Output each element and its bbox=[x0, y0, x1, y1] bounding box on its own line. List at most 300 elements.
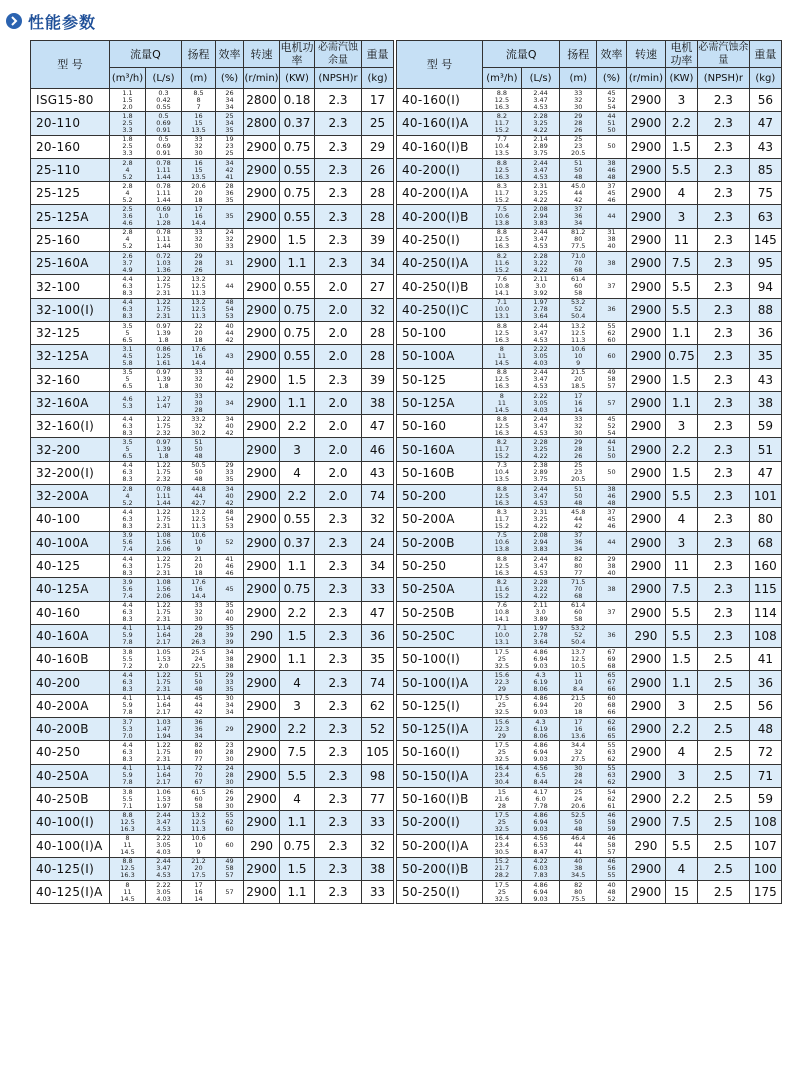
table-row bbox=[397, 881, 782, 904]
cell-npsh: 2.3 bbox=[698, 391, 750, 414]
col-weight-unit: (kg) bbox=[362, 68, 394, 89]
cell-flow-ls: 2.44 3.47 4.53 bbox=[146, 857, 182, 880]
cell-weight: 94 bbox=[749, 275, 781, 298]
cell-flow-ls: 2.44 3.47 4.53 bbox=[521, 158, 560, 181]
cell-power: 1.1 bbox=[665, 321, 697, 344]
cell-npsh: 2.5 bbox=[698, 834, 750, 857]
cell-speed: 2900 bbox=[244, 694, 280, 717]
cell-weight: 56 bbox=[749, 89, 781, 112]
cell-npsh: 2.5 bbox=[698, 857, 750, 880]
cell-eff: 44 51 50 bbox=[597, 112, 627, 135]
cell-eff: 24 28 30 bbox=[216, 764, 244, 787]
cell-weight: 25 bbox=[362, 112, 394, 135]
cell-flow-ls: 4.22 6.03 7.83 bbox=[521, 857, 560, 880]
cell-power: 11 bbox=[665, 554, 697, 577]
cell-npsh: 2.5 bbox=[698, 764, 750, 787]
cell-power: 2.2 bbox=[665, 112, 697, 135]
cell-flow-ls: 1.22 1.75 2.32 bbox=[146, 461, 182, 484]
cell-model: 40-125(I) bbox=[31, 857, 110, 880]
cell-power: 5.5 bbox=[665, 485, 697, 508]
cell-model: 50-160(I)B bbox=[397, 787, 483, 810]
col-power-unit: (KW) bbox=[665, 68, 697, 89]
cell-weight: 32 bbox=[362, 508, 394, 531]
table-row bbox=[397, 578, 782, 601]
cell-flow-ls: 1.22 1.75 2.31 bbox=[146, 275, 182, 298]
cell-weight: 101 bbox=[749, 485, 781, 508]
cell-flow-ls: 0.97 1.39 1.8 bbox=[146, 321, 182, 344]
cell-eff: 19 23 25 bbox=[216, 135, 244, 158]
cell-power: 1.1 bbox=[280, 881, 315, 904]
col-power: 电机功率 bbox=[665, 41, 697, 68]
cell-power: 0.55 bbox=[280, 345, 315, 368]
cell-weight: 34 bbox=[362, 252, 394, 275]
cell-flow-m3h: 15.6 22.3 29 bbox=[483, 671, 522, 694]
cell-head: 52.5 50 48 bbox=[560, 811, 597, 834]
col-model: 型 号 bbox=[31, 41, 110, 89]
table-row bbox=[397, 415, 782, 438]
cell-power: 2.2 bbox=[665, 787, 697, 810]
cell-flow-ls: 4.56 6.5 8.44 bbox=[521, 764, 560, 787]
cell-power: 3 bbox=[280, 438, 315, 461]
cell-flow-ls: 2.28 3.22 4.22 bbox=[521, 578, 560, 601]
col-weight: 重量 bbox=[362, 41, 394, 68]
cell-npsh: 2.3 bbox=[315, 182, 362, 205]
cell-eff: 34 38 38 bbox=[216, 648, 244, 671]
table-row bbox=[31, 648, 394, 671]
cell-weight: 100 bbox=[749, 857, 781, 880]
cell-head: 21.5 20 18 bbox=[560, 694, 597, 717]
cell-head: 17.6 16 14.4 bbox=[182, 345, 216, 368]
cell-flow-ls: 4.56 6.53 8.47 bbox=[521, 834, 560, 857]
cell-head: 17 16 14 bbox=[560, 391, 597, 414]
table-body-right bbox=[397, 89, 782, 904]
cell-model: 40-160A bbox=[31, 624, 110, 647]
cell-flow-m3h: 15.2 21.7 28.2 bbox=[483, 857, 522, 880]
cell-power: 5.5 bbox=[665, 601, 697, 624]
cell-npsh: 2.3 bbox=[698, 321, 750, 344]
cell-flow-m3h: 8.2 11.6 15.2 bbox=[483, 252, 522, 275]
cell-speed: 2900 bbox=[627, 485, 666, 508]
cell-weight: 48 bbox=[749, 718, 781, 741]
cell-weight: 35 bbox=[749, 345, 781, 368]
cell-model: 40-100(I)A bbox=[31, 834, 110, 857]
cell-speed: 290 bbox=[244, 834, 280, 857]
table-row bbox=[397, 485, 782, 508]
cell-flow-ls: 1.14 1.64 2.17 bbox=[146, 764, 182, 787]
cell-head: 29 28 26 bbox=[560, 438, 597, 461]
cell-speed: 2900 bbox=[244, 205, 280, 228]
cell-weight: 77 bbox=[362, 787, 394, 810]
cell-eff: 36 bbox=[597, 624, 627, 647]
cell-flow-ls: 4.3 6.19 8.06 bbox=[521, 718, 560, 741]
cell-flow-ls: 0.69 1.0 1.28 bbox=[146, 205, 182, 228]
cell-speed: 2900 bbox=[627, 298, 666, 321]
cell-flow-m3h: 2.6 3.7 4.9 bbox=[110, 252, 146, 275]
cell-eff: 46 58 57 bbox=[597, 834, 627, 857]
cell-flow-m3h: 4.4 6.3 8.3 bbox=[110, 275, 146, 298]
cell-power: 0.55 bbox=[280, 275, 315, 298]
cell-speed: 2900 bbox=[627, 857, 666, 880]
cell-npsh: 2.3 bbox=[315, 624, 362, 647]
cell-npsh: 2.3 bbox=[315, 811, 362, 834]
table-row bbox=[31, 811, 394, 834]
table-row bbox=[31, 438, 394, 461]
cell-npsh: 2.3 bbox=[698, 438, 750, 461]
cell-flow-ls: 2.44 3.47 4.53 bbox=[521, 89, 560, 112]
cell-npsh: 2.3 bbox=[698, 601, 750, 624]
cell-flow-m3h: 8.8 12.5 16.3 bbox=[483, 368, 522, 391]
cell-flow-ls: 2.08 2.94 3.83 bbox=[521, 205, 560, 228]
cell-npsh: 2.3 bbox=[698, 415, 750, 438]
cell-eff: 35 39 39 bbox=[216, 624, 244, 647]
cell-power: 3 bbox=[665, 415, 697, 438]
cell-head: 8.5 8 7 bbox=[182, 89, 216, 112]
cell-speed: 2900 bbox=[244, 252, 280, 275]
cell-flow-m3h: 4.6 5.3 bbox=[110, 391, 146, 414]
cell-weight: 33 bbox=[362, 881, 394, 904]
cell-flow-ls: 2.11 3.0 3.92 bbox=[521, 275, 560, 298]
cell-power: 1.5 bbox=[665, 461, 697, 484]
cell-power: 7.5 bbox=[665, 578, 697, 601]
cell-flow-m3h: 8 11 14.5 bbox=[483, 391, 522, 414]
cell-head: 72 70 67 bbox=[182, 764, 216, 787]
cell-eff: 57 bbox=[597, 391, 627, 414]
cell-head: 17 16 14.4 bbox=[182, 205, 216, 228]
cell-npsh: 2.3 bbox=[315, 135, 362, 158]
table-row bbox=[397, 624, 782, 647]
cell-weight: 74 bbox=[362, 671, 394, 694]
cell-model: 40-125A bbox=[31, 578, 110, 601]
cell-power: 0.75 bbox=[665, 345, 697, 368]
cell-speed: 2900 bbox=[627, 112, 666, 135]
table-row bbox=[31, 205, 394, 228]
cell-eff: 28 36 35 bbox=[216, 182, 244, 205]
col-flow-m3h: (m³/h) bbox=[483, 68, 522, 89]
table-row bbox=[31, 321, 394, 344]
cell-eff: 60 68 66 bbox=[597, 694, 627, 717]
cell-power: 1.5 bbox=[280, 228, 315, 251]
cell-head: 21.5 20 18.5 bbox=[560, 368, 597, 391]
cell-power: 3 bbox=[665, 694, 697, 717]
cell-eff: 44 51 50 bbox=[597, 438, 627, 461]
cell-npsh: 2.3 bbox=[315, 694, 362, 717]
cell-eff: 65 67 66 bbox=[597, 671, 627, 694]
table-row bbox=[31, 275, 394, 298]
col-weight: 重量 bbox=[749, 41, 781, 68]
cell-model: 32-125 bbox=[31, 321, 110, 344]
table-row bbox=[31, 857, 394, 880]
table-row bbox=[397, 811, 782, 834]
table-row bbox=[397, 601, 782, 624]
cell-flow-m3h: 8.8 12.5 16.3 bbox=[483, 228, 522, 251]
cell-head: 81.2 80 77.5 bbox=[560, 228, 597, 251]
cell-head: 50.5 50 48 bbox=[182, 461, 216, 484]
cell-head: 17 16 14 bbox=[182, 881, 216, 904]
cell-head: 13.2 12.5 11.3 bbox=[182, 811, 216, 834]
cell-model: 50-100(I)A bbox=[397, 671, 483, 694]
cell-flow-m3h: 4.4 6.3 8.3 bbox=[110, 508, 146, 531]
col-head-unit: (m) bbox=[182, 68, 216, 89]
cell-eff: 60 bbox=[597, 345, 627, 368]
cell-speed: 2900 bbox=[244, 135, 280, 158]
col-flow-m3h: (m³/h) bbox=[110, 68, 146, 89]
table-row bbox=[397, 438, 782, 461]
cell-power: 0.75 bbox=[280, 578, 315, 601]
cell-head: 33 32 30 bbox=[182, 135, 216, 158]
cell-power: 7.5 bbox=[665, 252, 697, 275]
cell-eff: 37 45 46 bbox=[597, 508, 627, 531]
cell-speed: 2900 bbox=[627, 578, 666, 601]
cell-flow-ls: 1.97 2.78 3.64 bbox=[521, 624, 560, 647]
table-row bbox=[397, 764, 782, 787]
cell-eff: 46 58 59 bbox=[597, 811, 627, 834]
cell-flow-m3h: 4.1 5.9 7.8 bbox=[110, 624, 146, 647]
cell-eff: 37 bbox=[597, 275, 627, 298]
cell-flow-m3h: 2.8 4 5.2 bbox=[110, 485, 146, 508]
cell-weight: 43 bbox=[362, 461, 394, 484]
table-row bbox=[397, 89, 782, 112]
cell-flow-ls: 2.22 3.05 4.03 bbox=[146, 834, 182, 857]
cell-model: 25-160A bbox=[31, 252, 110, 275]
cell-power: 5.5 bbox=[665, 298, 697, 321]
cell-npsh: 2.3 bbox=[698, 275, 750, 298]
cell-weight: 108 bbox=[749, 624, 781, 647]
cell-weight: 46 bbox=[362, 438, 394, 461]
cell-speed: 2900 bbox=[627, 461, 666, 484]
cell-flow-ls: 1.22 1.75 2.31 bbox=[146, 601, 182, 624]
cell-eff: 26 34 34 bbox=[216, 89, 244, 112]
cell-power: 15 bbox=[665, 881, 697, 904]
cell-npsh: 2.0 bbox=[315, 438, 362, 461]
cell-eff: 29 33 35 bbox=[216, 671, 244, 694]
cell-model: 40-160B bbox=[31, 648, 110, 671]
table-row bbox=[31, 89, 394, 112]
cell-eff: 35 40 40 bbox=[216, 601, 244, 624]
cell-head: 33.2 32 30.2 bbox=[182, 415, 216, 438]
cell-npsh: 2.3 bbox=[315, 368, 362, 391]
cell-npsh: 2.3 bbox=[698, 112, 750, 135]
cell-npsh: 2.5 bbox=[698, 811, 750, 834]
cell-power: 1.1 bbox=[665, 671, 697, 694]
cell-speed: 2900 bbox=[627, 648, 666, 671]
col-eff: 效率 bbox=[597, 41, 627, 68]
cell-flow-m3h: 15 21.6 28 bbox=[483, 787, 522, 810]
table-row bbox=[397, 252, 782, 275]
cell-eff: 34 40 42 bbox=[216, 485, 244, 508]
cell-model: 40-250A bbox=[31, 764, 110, 787]
cell-flow-ls: 0.78 1.11 1.44 bbox=[146, 485, 182, 508]
cell-flow-ls: 2.22 3.05 4.03 bbox=[521, 345, 560, 368]
cell-head: 25.5 24 22.5 bbox=[182, 648, 216, 671]
cell-model: 50-100(I) bbox=[397, 648, 483, 671]
cell-npsh: 2.3 bbox=[315, 228, 362, 251]
cell-head: 82 80 75.5 bbox=[560, 881, 597, 904]
cell-flow-ls: 4.86 6.94 9.03 bbox=[521, 811, 560, 834]
cell-speed: 2900 bbox=[244, 228, 280, 251]
cell-head: 61.4 60 58 bbox=[560, 601, 597, 624]
cell-flow-m3h: 8.2 11.7 15.2 bbox=[483, 438, 522, 461]
cell-eff: 29 38 40 bbox=[597, 554, 627, 577]
cell-speed: 2900 bbox=[244, 182, 280, 205]
cell-flow-ls: 2.31 3.25 4.22 bbox=[521, 182, 560, 205]
cell-model: 32-200 bbox=[31, 438, 110, 461]
cell-flow-m3h: 3.9 5.6 7.4 bbox=[110, 578, 146, 601]
cell-weight: 98 bbox=[362, 764, 394, 787]
table-row bbox=[31, 834, 394, 857]
cell-model: 50-160A bbox=[397, 438, 483, 461]
cell-flow-ls: 2.08 2.94 3.83 bbox=[521, 531, 560, 554]
cell-model: 50-200 bbox=[397, 485, 483, 508]
cell-head: 33 32 30 bbox=[560, 89, 597, 112]
cell-flow-ls: 2.44 3.47 4.53 bbox=[521, 368, 560, 391]
cell-head: 33 32 30 bbox=[560, 415, 597, 438]
cell-head: 30 28 24 bbox=[560, 764, 597, 787]
cell-speed: 2900 bbox=[627, 205, 666, 228]
cell-eff: 37 45 46 bbox=[597, 182, 627, 205]
cell-weight: 85 bbox=[749, 158, 781, 181]
cell-head: 51 50 48 bbox=[182, 671, 216, 694]
cell-npsh: 2.3 bbox=[315, 671, 362, 694]
col-model: 型 号 bbox=[397, 41, 483, 89]
cell-eff: 40 44 42 bbox=[216, 368, 244, 391]
cell-head: 17.6 16 14.4 bbox=[182, 578, 216, 601]
cell-weight: 59 bbox=[749, 415, 781, 438]
cell-npsh: 2.3 bbox=[315, 89, 362, 112]
cell-eff: 36 bbox=[597, 298, 627, 321]
col-npsh-unit: (NPSH)r bbox=[698, 68, 750, 89]
cell-speed: 2900 bbox=[244, 764, 280, 787]
cell-flow-ls: 2.44 3.47 4.53 bbox=[521, 228, 560, 251]
cell-model: 40-250B bbox=[31, 787, 110, 810]
cell-power: 5.5 bbox=[280, 764, 315, 787]
cell-model: 32-160 bbox=[31, 368, 110, 391]
cell-speed: 2900 bbox=[627, 89, 666, 112]
cell-flow-ls: 2.44 3.47 4.53 bbox=[146, 811, 182, 834]
cell-flow-ls: 1.05 1.53 2.0 bbox=[146, 648, 182, 671]
cell-speed: 2900 bbox=[244, 508, 280, 531]
cell-flow-m3h: 7.3 10.4 13.5 bbox=[483, 461, 522, 484]
cell-npsh: 2.3 bbox=[315, 764, 362, 787]
cell-npsh: 2.5 bbox=[698, 671, 750, 694]
cell-speed: 2800 bbox=[244, 112, 280, 135]
cell-model: ISG15-80 bbox=[31, 89, 110, 112]
cell-model: 50-160B bbox=[397, 461, 483, 484]
cell-flow-ls: 4.17 6.0 7.78 bbox=[521, 787, 560, 810]
cell-weight: 28 bbox=[362, 345, 394, 368]
cell-power: 3 bbox=[665, 531, 697, 554]
cell-flow-m3h: 4.4 6.3 8.3 bbox=[110, 601, 146, 624]
cell-speed: 2800 bbox=[244, 89, 280, 112]
cell-weight: 32 bbox=[362, 298, 394, 321]
cell-flow-m3h: 2.8 4 5.2 bbox=[110, 228, 146, 251]
cell-flow-ls: 2.11 3.0 3.89 bbox=[521, 601, 560, 624]
cell-model: 40-200(I) bbox=[397, 158, 483, 181]
cell-flow-ls: 1.08 1.56 2.06 bbox=[146, 531, 182, 554]
cell-model: 50-250 bbox=[397, 554, 483, 577]
cell-model: 32-160A bbox=[31, 391, 110, 414]
cell-npsh: 2.3 bbox=[698, 135, 750, 158]
cell-eff: 48 54 53 bbox=[216, 298, 244, 321]
cell-head: 34.4 32 27.5 bbox=[560, 741, 597, 764]
table-row bbox=[31, 112, 394, 135]
cell-flow-m3h: 8.8 12.5 16.3 bbox=[483, 485, 522, 508]
col-flow: 流量Q bbox=[110, 41, 182, 68]
cell-flow-ls: 1.22 1.75 2.31 bbox=[146, 298, 182, 321]
cell-power: 2.2 bbox=[280, 601, 315, 624]
cell-npsh: 2.3 bbox=[315, 508, 362, 531]
cell-head: 29 28 26.3 bbox=[182, 624, 216, 647]
cell-flow-m3h: 8.8 12.5 16.3 bbox=[110, 857, 146, 880]
cell-flow-ls: 4.86 6.94 9.03 bbox=[521, 881, 560, 904]
cell-eff: 38 46 48 bbox=[597, 158, 627, 181]
table-row bbox=[31, 624, 394, 647]
cell-speed: 2900 bbox=[627, 368, 666, 391]
cell-power: 7.5 bbox=[665, 811, 697, 834]
cell-speed: 2900 bbox=[244, 438, 280, 461]
cell-flow-m3h: 4.4 6.3 8.3 bbox=[110, 741, 146, 764]
table-row bbox=[397, 368, 782, 391]
table-row bbox=[31, 508, 394, 531]
spec-table-left bbox=[30, 40, 393, 904]
cell-head: 40 38 34.5 bbox=[560, 857, 597, 880]
cell-weight: 47 bbox=[362, 415, 394, 438]
col-eff-unit: (%) bbox=[216, 68, 244, 89]
cell-power: 3 bbox=[665, 205, 697, 228]
cell-flow-m3h: 17.5 25 32.5 bbox=[483, 811, 522, 834]
cell-npsh: 2.0 bbox=[315, 391, 362, 414]
cell-flow-ls: 4.86 6.94 9.03 bbox=[521, 741, 560, 764]
cell-npsh: 2.3 bbox=[698, 368, 750, 391]
cell-head: 71.0 70 68 bbox=[560, 252, 597, 275]
cell-weight: 43 bbox=[749, 368, 781, 391]
cell-flow-m3h: 7.1 10.0 13.1 bbox=[483, 298, 522, 321]
cell-weight: 43 bbox=[749, 135, 781, 158]
cell-flow-m3h: 8.3 11.7 15.2 bbox=[483, 508, 522, 531]
cell-flow-m3h: 8 11 14.5 bbox=[110, 881, 146, 904]
cell-head: 25 23 20.5 bbox=[560, 461, 597, 484]
cell-speed: 2900 bbox=[244, 881, 280, 904]
cell-power: 1.5 bbox=[280, 368, 315, 391]
cell-speed: 2900 bbox=[244, 485, 280, 508]
cell-model: 40-160 bbox=[31, 601, 110, 624]
cell-eff: 31 38 40 bbox=[597, 228, 627, 251]
cell-model: 50-200A bbox=[397, 508, 483, 531]
cell-model: 50-200(I)A bbox=[397, 834, 483, 857]
cell-speed: 2900 bbox=[244, 461, 280, 484]
table-row bbox=[397, 508, 782, 531]
cell-weight: 36 bbox=[749, 671, 781, 694]
table-row bbox=[397, 461, 782, 484]
cell-weight: 56 bbox=[749, 694, 781, 717]
cell-weight: 51 bbox=[749, 438, 781, 461]
cell-eff: 30 34 34 bbox=[216, 694, 244, 717]
cell-npsh: 2.5 bbox=[698, 648, 750, 671]
cell-npsh: 2.3 bbox=[315, 205, 362, 228]
cell-eff: 29 33 35 bbox=[216, 461, 244, 484]
cell-weight: 38 bbox=[749, 391, 781, 414]
cell-weight: 29 bbox=[362, 135, 394, 158]
col-npsh: 必需汽蚀余量 bbox=[315, 41, 362, 68]
cell-power: 4 bbox=[665, 741, 697, 764]
cell-model: 32-100(I) bbox=[31, 298, 110, 321]
cell-model: 40-250(I)B bbox=[397, 275, 483, 298]
cell-weight: 17 bbox=[362, 89, 394, 112]
cell-model: 40-100 bbox=[31, 508, 110, 531]
cell-power: 1.1 bbox=[280, 554, 315, 577]
cell-npsh: 2.0 bbox=[315, 275, 362, 298]
cell-model: 50-125(I)A bbox=[397, 718, 483, 741]
table-row bbox=[31, 461, 394, 484]
